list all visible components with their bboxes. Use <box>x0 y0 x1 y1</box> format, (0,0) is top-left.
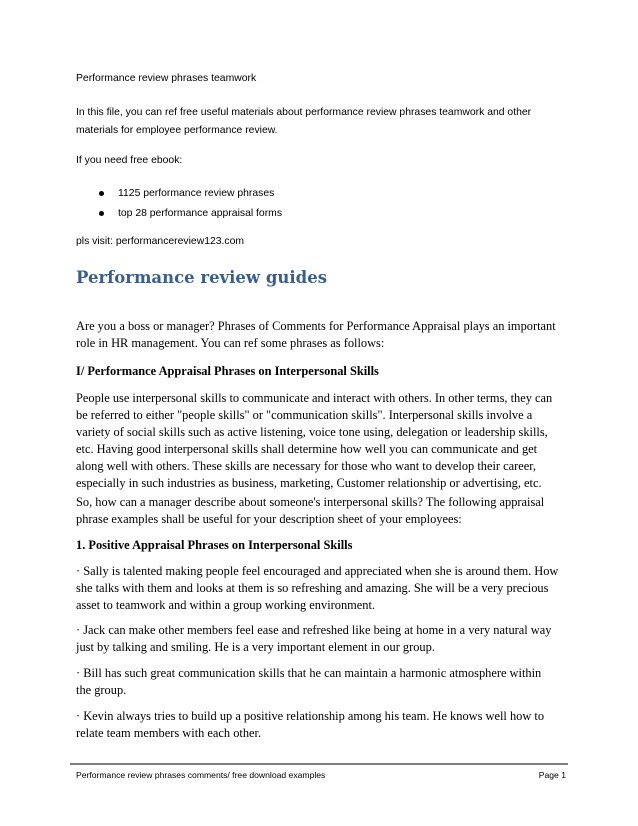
phrase-item-bill: · Bill has such great communication skills that he can maintain a harmonic atmosphere within the group. <box>76 666 542 697</box>
footer-divider <box>70 763 568 765</box>
visit-line: pls visit: performancereview123.com <box>76 236 245 247</box>
intro-line-2: materials for employee performance review. <box>76 125 278 136</box>
bullet-icon <box>99 191 104 196</box>
phrase-item-jack: · Jack can make other members feel ease and refreshed like being at home in a very natural way just by talking and smiling. He is a very important element in our group. <box>76 623 552 654</box>
footer-text: Performance review phrases comments/ free download examples <box>76 770 326 780</box>
phrase-item-sally: · Sally is talented making people feel encouraged and appreciated when she is around them. How she talks with them and looks at them is so refreshing and amazing. She will be a very precious asset to teamwork and within a group working environment. <box>76 564 559 612</box>
paragraph-intro: Are you a boss or manager? Phrases of Comments for Performance Appraisal plays an important role in HR management. You can ref some phrases as follows: <box>76 319 556 350</box>
bullet-icon <box>99 211 104 216</box>
section-heading: Performance review guides <box>76 268 328 287</box>
ebook-list <box>76 184 282 224</box>
subheading-positive: 1. Positive Appraisal Phrases on Interpersonal Skills <box>76 538 353 552</box>
intro-paragraph <box>76 104 566 140</box>
intro-line-1: In this file, you can ref free useful materials about performance review phrases teamwork and other <box>76 107 532 118</box>
page-number: Page 1 <box>538 770 566 780</box>
paragraph-interpersonal: People use interpersonal skills to communicate and interact with others. In other terms, they can be referred to either "people skills" or "communication skills". Interpersonal skills involve a variety of social skills such as active listening, voice tone using, delegation or leadership skills, etc. Having good interpersonal skills shall determine how well you can communicate and get along well with others. These skills are necessary for those who want to develop their career, especially in such industries as business, marketing, Customer relationship or advertising, etc. <box>76 391 553 490</box>
doc-title: Performance review phrases teamwork <box>76 73 257 84</box>
ebook-prompt: If you need free ebook: <box>76 155 183 166</box>
phrase-item-kevin: · Kevin always tries to build up a positive relationship among his team. He knows well how to relate team members with each other. <box>76 709 545 740</box>
paragraph-how-to-describe: So, how can a manager describe about someone's interpersonal skills? The following appraisal phrase examples shall be useful for your description sheet of your employees: <box>76 495 545 526</box>
list-item: 1125 performance review phrases <box>76 184 282 204</box>
subheading-interpersonal: I/ Performance Appraisal Phrases on Interpersonal Skills <box>76 364 379 378</box>
list-item: top 28 performance appraisal forms <box>76 204 282 224</box>
